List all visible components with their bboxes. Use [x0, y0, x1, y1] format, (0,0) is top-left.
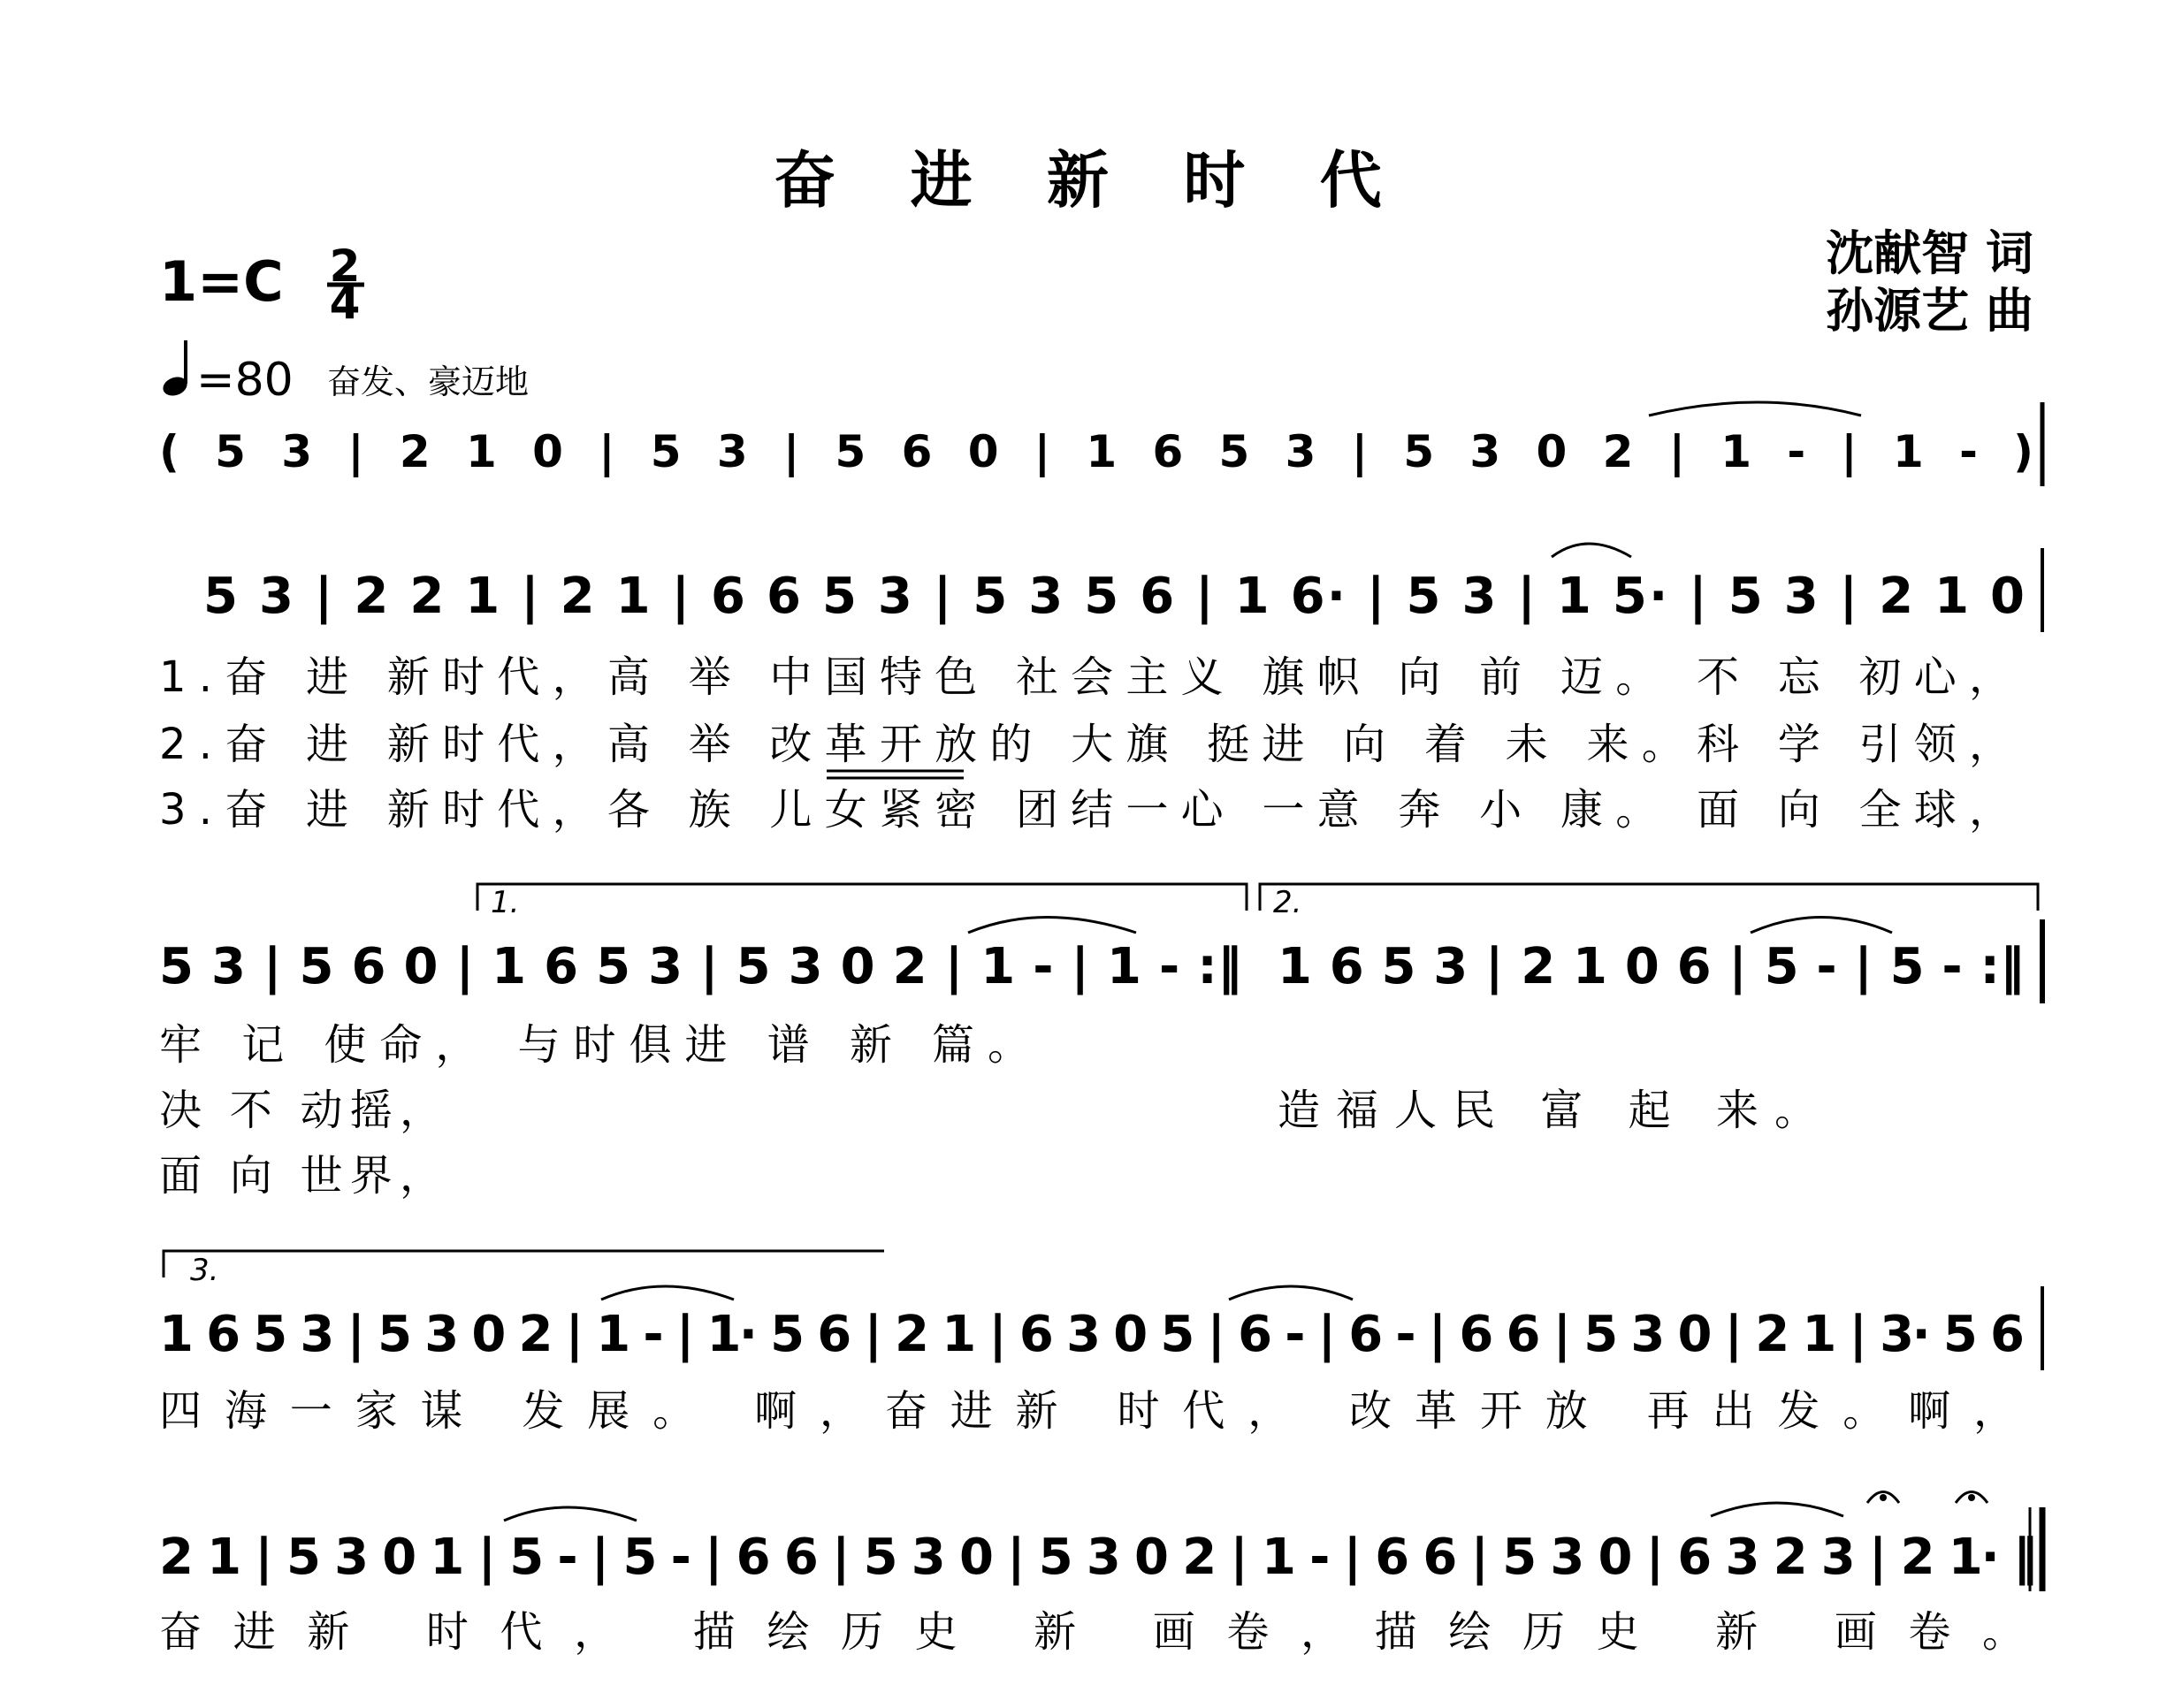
expression-marking: 奋发、豪迈地	[327, 362, 530, 401]
row1-lyrics-verse1: 1.奋 进 新时代，高 举 中国特色 社会主义 旗帜 向 前 迈。 不 忘 初心，	[159, 652, 2011, 702]
lyricist-credit: 沈献智 词	[1826, 225, 2033, 281]
tie-arc	[601, 1286, 734, 1300]
row2-notes-second-ending: 1 6 5 3 | 2 1 0 6 | 5 - | 5 - :‖	[1278, 938, 2025, 995]
tie-arc	[1649, 402, 1861, 416]
row2-lyrics-verse2-second-ending: 造福人民 富 起 来。	[1278, 1086, 1817, 1135]
row2-lyrics-verse2: 决 不 动摇，	[159, 1086, 442, 1135]
volta-label-2: 2.	[1273, 885, 1302, 920]
row1-notes: 5 3 | 2 2 1 | 2 1 | 6 6 5 3 | 5 3 5 6 | 1 6· | 5 3 | 1 5· | 5 3 | 2 1 0	[203, 568, 2025, 625]
volta-bracket-3	[164, 1251, 884, 1277]
row2-lyrics-verse1: 牢 记 使命， 与时俱进 谱 新 篇。	[159, 1020, 1030, 1070]
row4-notes: 2 1 | 5 3 0 1 | 5 - | 5 - | 6 6 | 5 3 0 | 5 3 0 2 | 1 - | 6 6 | 5 3 0 | 6 3 2 3 | 2 1· ‖	[159, 1529, 2038, 1586]
fermata-icon	[1956, 1492, 1987, 1504]
row2-lyrics-verse3: 面 向 世界，	[159, 1151, 442, 1201]
row3-lyrics: 四海一家谋 发展。 啊，奋进新 时代， 改革开放 再出发。啊，	[159, 1386, 2016, 1436]
tie-arc	[1229, 1286, 1353, 1300]
song-title: 奋 进 新 时 代	[774, 144, 1408, 217]
row3-notes: 1 6 5 3 | 5 3 0 2 | 1 - | 1· 5 6 | 2 1 | 6 3 0 5 | 6 - | 6 - | 6 6 | 5 3 0 | 2 1 | 3· 5 6	[159, 1306, 2026, 1363]
time-signature-top: 2	[329, 240, 361, 292]
row1-lyrics-verse3: 3.奋 进 新时代，各 族 儿女紧密 团结一心 一意 奔 小 康。 面 向 全球，	[159, 785, 2011, 835]
volta-bracket-1	[477, 884, 1247, 911]
tie-arc	[1751, 918, 1892, 934]
time-signature-bottom: 4	[329, 278, 361, 329]
row1-lyrics-verse2: 2.奋 进 新时代，高 举 改革开放的 大旗 挺进 向 着 未 来。科 学 引领，	[159, 720, 2011, 769]
quarter-note-icon	[160, 340, 189, 399]
fermata-icon	[1867, 1492, 1899, 1504]
tie-arc	[968, 918, 1136, 934]
tempo-marking: =80	[196, 354, 294, 407]
tie-arc	[1552, 544, 1631, 557]
tie-arc	[1711, 1503, 1843, 1516]
tie-arc	[504, 1507, 637, 1521]
row4-lyrics: 奋进新 时代， 描绘历史 新 画卷，描绘历史 新 画卷。	[159, 1607, 2026, 1657]
key-signature: 1=C	[159, 249, 284, 314]
volta-label-3: 3.	[190, 1253, 219, 1288]
volta-label-1: 1.	[491, 885, 520, 920]
volta-bracket-2	[1260, 884, 2038, 911]
intro-notes: ( 5 3 | 2 1 0 | 5 3 | 5 6 0 | 1 6 5 3 | 5 3 0 2 | 1 - | 1 - )	[159, 426, 2034, 477]
row2-notes-first-ending: 5 3 | 5 6 0 | 1 6 5 3 | 5 3 0 2 | 1 - | 1 - :‖	[159, 938, 1242, 995]
composer-credit: 孙源艺 曲	[1826, 283, 2033, 339]
